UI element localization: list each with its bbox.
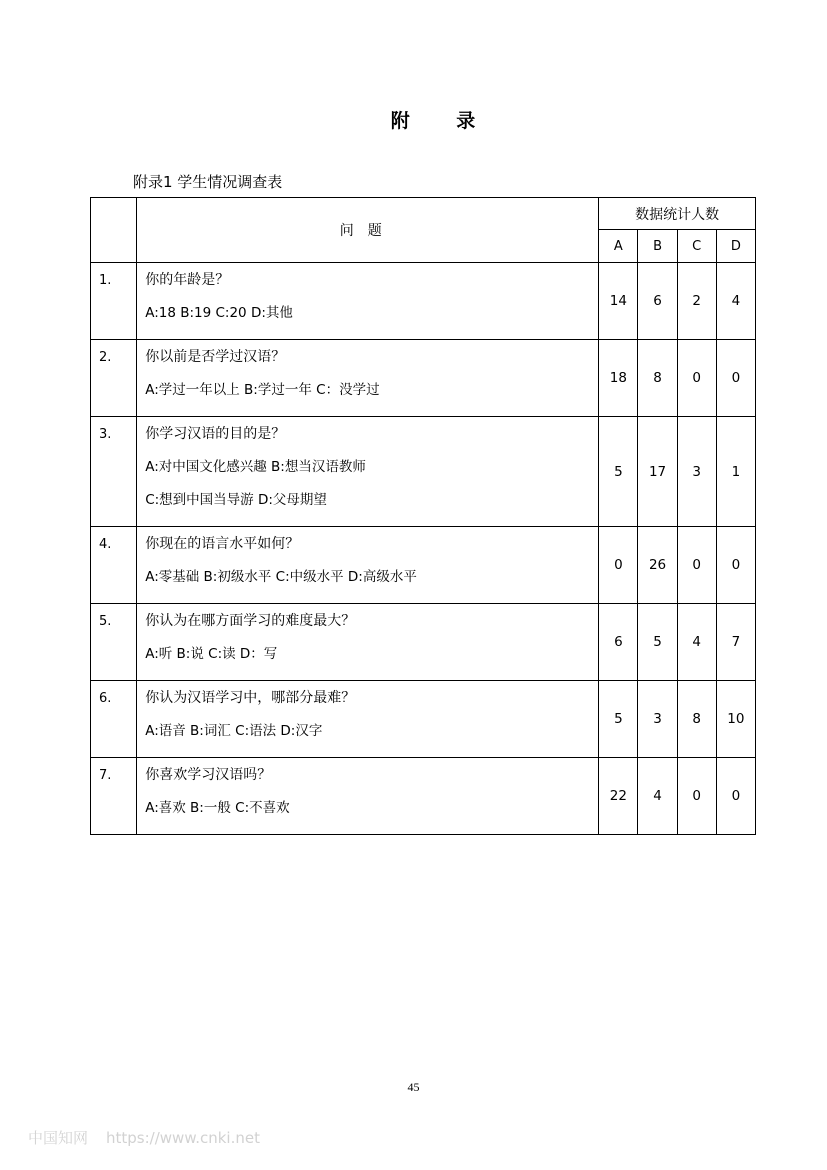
question-number: 2. [91,340,137,417]
question-number: 3. [91,417,137,527]
header-answer-d: D [716,230,755,263]
question-number: 7. [91,758,137,835]
count-a: 6 [599,604,638,681]
question-cell [137,604,599,681]
count-b: 3 [638,681,677,758]
count-a: 14 [599,263,638,340]
question-text: 你学习汉语的目的是？ [145,426,286,442]
question-text: 你喜欢学习汉语吗？ [145,767,272,783]
count-c: 4 [677,604,716,681]
question-options: A:听 B:说 C:读 D：写 [145,646,278,662]
table-caption: 附录1 学生情况调查表 [133,173,283,191]
count-b: 5 [638,604,677,681]
table-row [91,758,756,835]
table-row [91,263,756,340]
header-stats: 数据统计人数 [599,198,756,230]
question-options: C:想到中国当导游 D:父母期望 [145,492,327,508]
count-a: 5 [599,681,638,758]
table-row [91,527,756,604]
question-number: 1. [91,263,137,340]
question-options: A:零基础 B:初级水平 C:中级水平 D:高级水平 [145,569,417,585]
question-options: A:对中国文化感兴趣 B:想当汉语教师 [145,459,366,475]
count-a: 0 [599,527,638,604]
header-answer-a: A [599,230,638,263]
count-c: 0 [677,340,716,417]
count-b: 26 [638,527,677,604]
count-c: 0 [677,527,716,604]
count-b: 6 [638,263,677,340]
count-d: 0 [716,758,755,835]
count-c: 3 [677,417,716,527]
count-c: 0 [677,758,716,835]
question-cell [137,527,599,604]
count-b: 4 [638,758,677,835]
question-options: A:18 B:19 C:20 D:其他 [145,305,293,321]
watermark-url: https://www.cnki.net [106,1129,260,1147]
question-cell [137,681,599,758]
question-cell [137,340,599,417]
count-d: 4 [716,263,755,340]
table-row [91,340,756,417]
header-question: 问题 [137,198,599,263]
header-answer-c: C [677,230,716,263]
question-text: 你以前是否学过汉语？ [145,349,286,365]
count-c: 8 [677,681,716,758]
table-row [91,604,756,681]
count-a: 22 [599,758,638,835]
header-number-cell [91,198,137,263]
count-b: 17 [638,417,677,527]
question-text: 你认为汉语学习中，哪部分最难？ [145,690,356,706]
watermark-site-name: 中国知网 [28,1129,89,1147]
count-d: 0 [716,340,755,417]
question-cell [137,417,599,527]
count-d: 7 [716,604,755,681]
question-options: A:喜欢 B:一般 C:不喜欢 [145,800,290,816]
survey-table [90,197,756,835]
count-c: 2 [677,263,716,340]
table-row [91,681,756,758]
table-row [91,417,756,527]
question-text: 你现在的语言水平如何？ [145,536,300,552]
question-number: 4. [91,527,137,604]
watermark [28,1127,260,1148]
count-d: 1 [716,417,755,527]
question-options: A:学过一年以上 B:学过一年 C：没学过 [145,382,380,398]
question-number: 5. [91,604,137,681]
header-answer-b: B [638,230,677,263]
count-b: 8 [638,340,677,417]
question-options: A:语音 B:词汇 C:语法 D:汉字 [145,723,323,739]
question-cell [137,758,599,835]
count-d: 0 [716,527,755,604]
question-cell [137,263,599,340]
count-a: 5 [599,417,638,527]
question-text: 你认为在哪方面学习的难度最大？ [145,613,356,629]
page-title: 附 录 [390,110,496,132]
question-text: 你的年龄是？ [145,272,230,288]
count-d: 10 [716,681,755,758]
page-number: 45 [407,1080,420,1094]
question-number: 6. [91,681,137,758]
count-a: 18 [599,340,638,417]
